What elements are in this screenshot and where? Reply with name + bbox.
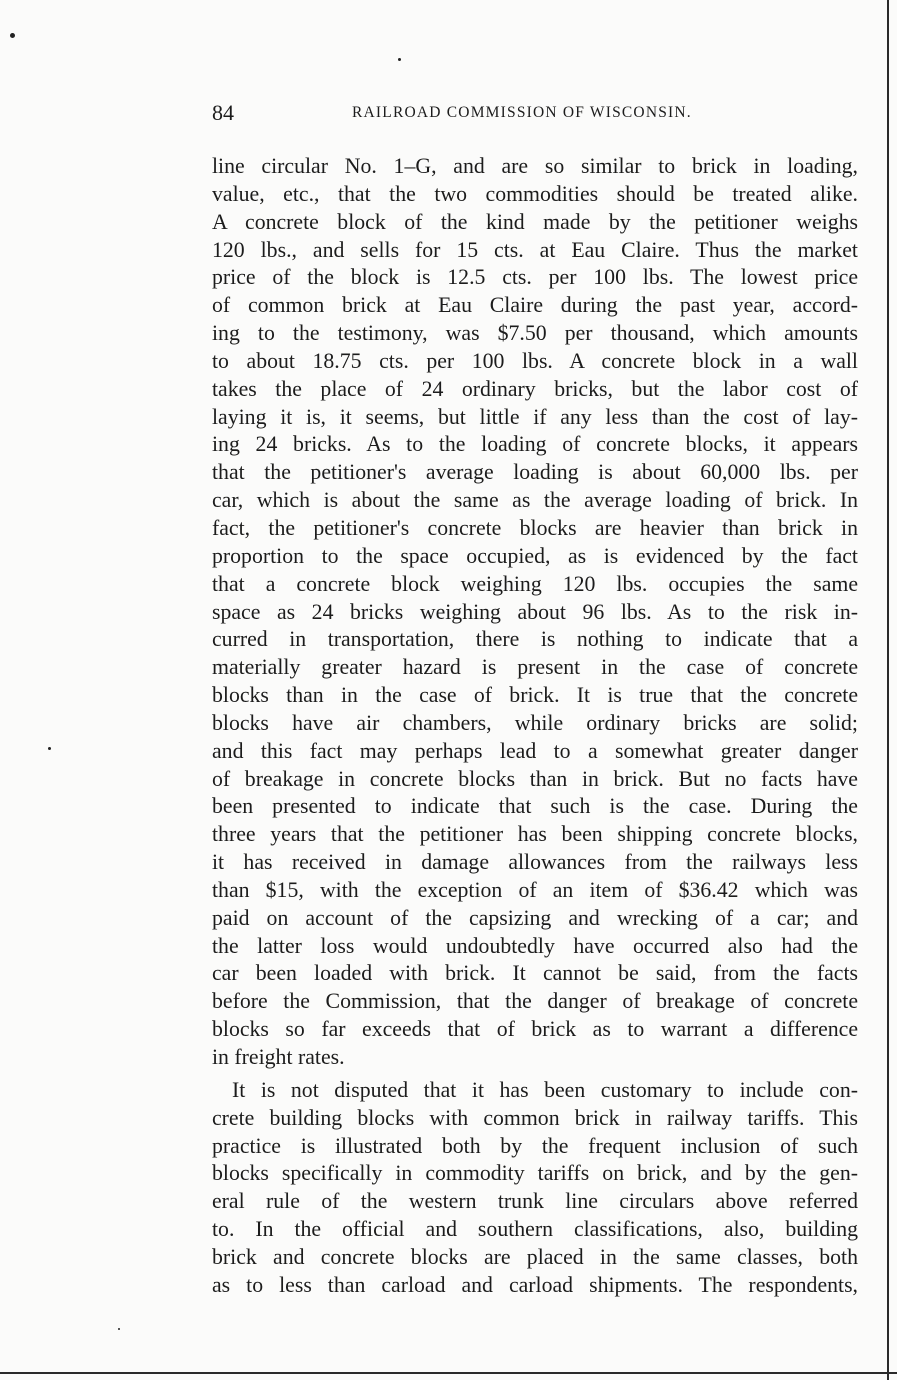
text-line: to about 18.75 cts. per 100 lbs. A concrete block in a wall — [212, 348, 858, 373]
text-line: materially greater hazard is present in the case of concrete — [212, 655, 858, 680]
text-line: brick and concrete blocks are placed in the same classes, both — [212, 1244, 858, 1269]
text-line: takes the place of 24 ordinary bricks, but the labor cost of — [212, 376, 858, 401]
text-line: proportion to the space occupied, as is evidenced by the fact — [212, 543, 858, 568]
text-line: paid on account of the capsizing and wrecking of a car; and — [212, 905, 858, 930]
scan-speck — [118, 1328, 120, 1330]
running-head: RAILROAD COMMISSION OF WISCONSIN. — [352, 104, 692, 121]
text-line: of breakage in concrete blocks than in brick. But no facts have — [212, 766, 858, 791]
text-line: car been loaded with brick. It cannot be said, from the facts — [212, 961, 858, 986]
text-line: line circular No. 1–G, and are so similar to brick in loading, — [212, 154, 858, 178]
text-line: that the petitioner's average loading is about 60,000 lbs. per — [212, 460, 858, 485]
paragraph-1 — [212, 153, 858, 1072]
text-line: in freight rates. — [212, 1045, 345, 1069]
text-line: than $15, with the exception of an item of $36.42 which was — [212, 877, 858, 902]
text-line: the latter loss would undoubtedly have occurred also had the — [212, 933, 858, 958]
text-line: curred in transportation, there is nothing to indicate that a — [212, 627, 858, 652]
text-line: that a concrete block weighing 120 lbs. occupies the same — [212, 571, 858, 596]
text-line: value, etc., that the two commodities should be treated alike. — [212, 181, 858, 206]
text-line: crete building blocks with common brick in railway tariffs. This — [212, 1105, 858, 1130]
scan-speck — [10, 33, 15, 38]
text-line: It is not disputed that it has been customary to include con- — [232, 1077, 858, 1102]
scan-speck — [398, 58, 401, 61]
text-line: as to less than carload and carload shipments. The respondents, — [212, 1272, 858, 1297]
text-line: practice is illustrated both by the frequent inclusion of such — [212, 1133, 858, 1158]
text-line: A concrete block of the kind made by the petitioner weighs — [212, 209, 858, 234]
text-line: three years that the petitioner has been shipping concrete blocks, — [212, 822, 858, 847]
scan-speck — [48, 747, 51, 750]
page-header — [212, 100, 858, 130]
text-line: blocks so far exceeds that of brick as to warrant a difference — [212, 1017, 858, 1042]
text-line: blocks than in the case of brick. It is true that the concrete — [212, 683, 858, 708]
text-line: car, which is about the same as the average loading of brick. In — [212, 488, 858, 513]
text-line: to. In the official and southern classifications, also, building — [212, 1217, 858, 1242]
text-line: it has received in damage allowances from the railways less — [212, 850, 858, 875]
paragraph-2 — [212, 1077, 858, 1300]
page-edge-right — [887, 0, 889, 1380]
text-line: of common brick at Eau Claire during the past year, accord- — [212, 293, 858, 318]
body-text — [212, 153, 858, 1300]
text-line: 120 lbs., and sells for 15 cts. at Eau Claire. Thus the market — [212, 237, 858, 262]
page-edge-bottom — [0, 1372, 897, 1374]
text-line: blocks specifically in commodity tariffs on brick, and by the gen- — [212, 1161, 858, 1186]
text-line: space as 24 bricks weighing about 96 lbs. As to the risk in- — [212, 599, 858, 624]
text-line: eral rule of the western trunk line circulars above referred — [212, 1189, 858, 1214]
text-line: blocks have air chambers, while ordinary bricks are solid; — [212, 710, 858, 735]
text-line: ing 24 bricks. As to the loading of concrete blocks, it appears — [212, 432, 858, 457]
text-line: before the Commission, that the danger of breakage of concrete — [212, 989, 858, 1014]
text-line: and this fact may perhaps lead to a somewhat greater danger — [212, 738, 858, 763]
text-line: ing to the testimony, was $7.50 per thousand, which amounts — [212, 321, 858, 346]
text-line: been presented to indicate that such is the case. During the — [212, 794, 858, 819]
page-number: 84 — [212, 100, 234, 125]
text-line: laying it is, it seems, but little if any less than the cost of lay- — [212, 404, 858, 429]
text-line: fact, the petitioner's concrete blocks are heavier than brick in — [212, 515, 858, 540]
text-line: price of the block is 12.5 cts. per 100 lbs. The lowest price — [212, 265, 858, 290]
